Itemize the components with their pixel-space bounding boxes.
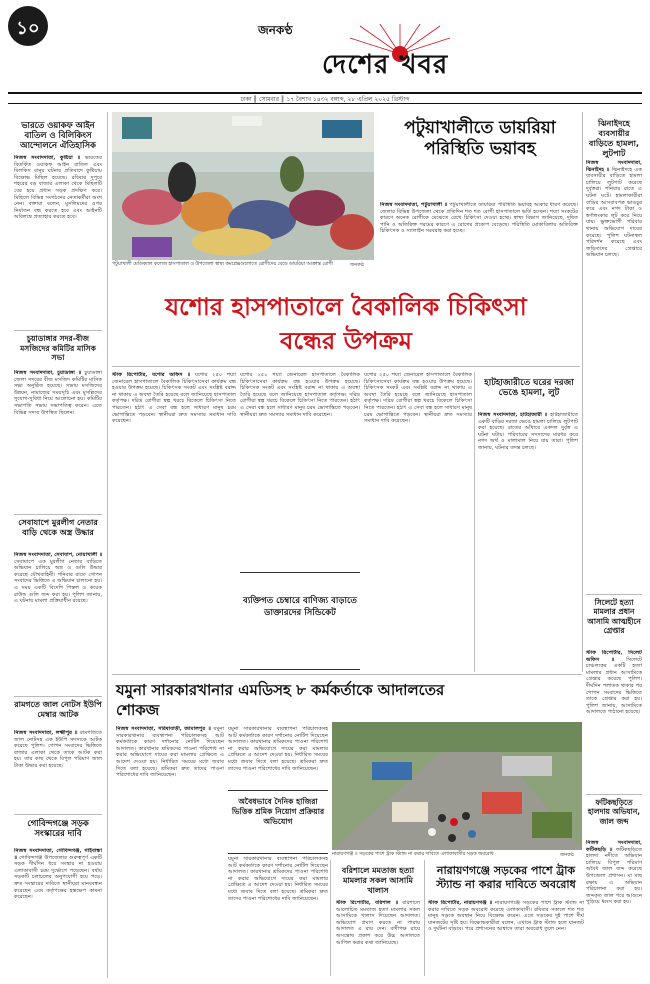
column-divider xyxy=(474,372,475,672)
jamuna-text-col3: যমুনা সারকারখানার ব্যবস্থাপনা পরিচালকসহ আট কর্মকর্তাকে কারণ দর্শানোর নোটিশ দিয়েছেন আদালত। কারখানার শ্রমিকদের পাওনা পরিশোধ না করার অভিযোগে দায়ের করা মামলার প্রেক্ষিতে এ আদেশ দেওয়া হয়। নির্ধারিত সময়ের মধ্যে জবাব দিতে বলা হয়েছে। শ্রমিকরা দ্রুত তাদের পাওনা পরিশোধের দাবি জানিয়েছেন। xyxy=(228,856,328,902)
jessore-headline-box xyxy=(112,284,580,362)
sebayatan-text: সেবাযাপে এক মুরলীগ নেতার বাড়িতে অভিযান চালিয়ে অস্ত্র ও গুলি উদ্ধার করেছে যৌথবাহিনী। শনিবার রাতে গোপন সংবাদের ভিত্তিতে এ অভিযান চালানো হয়। এ সময় একটি বিদেশি পিস্তল ও কয়েক রাউন্ড গুলি জব্দ করা হয়। পুলিশ জানায়, এ ঘটনায় মামলা প্রক্রিয়াধীন রয়েছে। xyxy=(14,558,102,605)
barishal-byline: স্টাফ রিপোর্টার, বরিশাল ॥ xyxy=(336,900,399,906)
sylhet-text: সিলেটে চাঞ্চল্যকর একটি হত্যা মামলার প্রধান আসামিকে গ্রেপ্তার করেছে পুলিশ। দীর্ঘদিন পলাতক থাকার পর গোপন সংবাদের ভিত্তিতে তাকে গ্রেপ্তার করা হয়। পুলিশ জানায়, আসামিকে আদালতে পাঠানো হয়েছে। xyxy=(586,656,642,716)
divider xyxy=(112,366,580,367)
jessore-pull-quote-box xyxy=(240,572,360,670)
section-title: দেশের খবর xyxy=(322,50,449,80)
jessore-body-col2 xyxy=(240,372,360,568)
divider xyxy=(586,594,642,595)
fatikchhari-headline: ফটিকছড়িতে হালদায় অভিযান, জাল জব্দ xyxy=(587,798,641,826)
hathazari-byline: নিজস্ব সংবাদদাতা, হাটহাজারী ॥ xyxy=(478,412,548,418)
newspaper-logo: জনকণ্ঠ xyxy=(258,23,293,37)
gobindaganj-byline: নিজস্ব সংবাদদাতা, গোবিন্দগঞ্জ, গাইবান্ধা ॥ xyxy=(14,848,102,861)
ramgati-byline: নিজস্ব সংবাদদাতা, লক্ষ্মীপুর ॥ xyxy=(14,730,78,736)
patuakhali-text: পটুয়াখালীতে ডায়রিয়া পরিস্থিতি ভয়াবহ আকার ধারণ করেছে। জেলার বিভিন্ন উপজেলা থেকে প্রতিদিন শত শত রোগী হাসপাতালে ভর্তি হচ্ছেন। শয্যা সংকটের কারণে অনেক রোগীকে মেঝেতে রেখে চিকিৎসা দেওয়া হচ্ছে। স্বাস্থ্য বিভাগ জানিয়েছে, দূষিত পানি ও অতিরিক্ত গরমের কারণে এ রোগের প্রকোপ বেড়েছে। পরিস্থিতি মোকাবিলায় অতিরিক্ত চিকিৎসক ও স্যালাইন সরবরাহ করা হচ্ছে। xyxy=(380,202,578,235)
jessore-text-col3: যশোর ২৫০ শয্যা জেনারেল হাসপাতালে বৈকালিক চিকিৎসাসেবা কার্যক্রম বন্ধ হওয়ার উপক্রম হয়েছে। চিকিৎসক সংকট এবং সংশ্লিষ্ট বরাদ্দ না থাকায় এ অবস্থা তৈরি হয়েছে বলে জানিয়েছে হাসপাতাল কর্তৃপক্ষ। দরিদ্র রোগীরা স্বল্প খরচে বিকেলে চিকিৎসা নিতে পারতেন। হঠাৎ এ সেবা বন্ধ হলে সাধারণ মানুষ চরম ভোগান্তিতে পড়বেন। স্থানীয়রা দ্রুত সমস্যার সমাধান দাবি করেছেন। xyxy=(364,372,472,425)
india-wakf-headline: ভারতে ওয়াকফ আইন বাতিল ও বিলিকিংস আন্দোলনে ঐতিহাসিক xyxy=(20,120,96,150)
narayanganj-body xyxy=(428,900,584,976)
narayanganj-byline: স্টাফ রিপোর্টার, নারায়ণগঞ্জ ॥ xyxy=(428,900,493,906)
ramgati-text: রামগতিতে জাল নোটসহ এক ইউপি সদস্যকে আটক করেছে পুলিশ। গোপন সংবাদের ভিত্তিতে বাজার এলাকা থেকে তাকে আটক করা হয়। তার কাছ থেকে বিপুল পরিমাণ জাল টাকা উদ্ধার করা হয়েছে। xyxy=(14,730,102,769)
ramgati-headline: রামগতে জাল নোটস ইউপি মেম্বার আটক xyxy=(14,700,102,719)
jhenaidah-text: ঝিনাইদহে এক ব্যবসায়ীর বাড়িতে হামলা চালিয়ে লুটপাট করেছে দুর্বৃত্তরা। শনিবার রাতে এ ঘটনা ঘটে। হামলাকারীরা বাড়ির আসবাবপত্র ভাঙচুর করে এবং নগদ টাকা ও স্বর্ণালংকার লুট করে নিয়ে যায়। ভুক্তভোগী পরিবার থানায় অভিযোগ দায়ের করেছে। পুলিশ ঘটনাস্থল পরিদর্শন করেছে এবং জড়িতদের গ্রেপ্তারে অভিযান চলছে। xyxy=(586,166,642,259)
road-photo-credit: জনকণ্ঠ xyxy=(560,853,574,858)
column-divider xyxy=(107,112,108,978)
jhenaidah-body xyxy=(586,160,642,590)
column-divider xyxy=(424,860,425,976)
jessore-headline: যশোর হাসপাতালে বৈকালিক চিকিৎসা বন্ধের উপক্রম xyxy=(165,293,527,355)
page-number: ১০ xyxy=(16,18,40,39)
jamuna-body xyxy=(116,726,224,976)
divider xyxy=(112,674,582,675)
jessore-text: যশোর ২৫০ শয্যা জেনারেল হাসপাতালে বৈকালিক চিকিৎসাসেবা কার্যক্রম বন্ধ হওয়ার উপক্রম হয়েছে। চিকিৎসক সংকট এবং সংশ্লিষ্ট বরাদ্দ না থাকায় এ অবস্থা তৈরি হয়েছে বলে জানিয়েছে হাসপাতাল কর্তৃপক্ষ। দরিদ্র রোগীরা স্বল্প খরচে বিকেলে চিকিৎসা নিতে পারতেন। হঠাৎ এ সেবা বন্ধ হলে সাধারণ মানুষ চরম ভোগান্তিতে পড়বেন। স্থানীয়রা দ্রুত সমস্যার সমাধান দাবি করেছেন। xyxy=(112,372,236,425)
chuadanga-text: চুয়াডাঙ্গা জেলা সদরের বীজ মসজিদ কমিটির মাসিক সভা অনুষ্ঠিত হয়েছে। সভায় মসজিদের উন্নয়ন, নামাজের সময়সূচি এবং মুসল্লিদের সুযোগ-সুবিধা নিয়ে আলোচনা হয়। কমিটির সভাপতি সভায় সভাপতিত্ব করেন। এতে বিভিন্ন সদস্য উপস্থিত ছিলেন। xyxy=(14,370,102,416)
column-divider xyxy=(582,112,583,672)
jessore-body-col3 xyxy=(364,372,472,672)
jamuna-body-col2 xyxy=(228,726,328,786)
fatikchhari-text: ফটিকছড়িতে হালদা নদীতে অভিযান চালিয়ে বিপুল পরিমাণ অবৈধ জাল জব্দ করেছে উপজেলা প্রশাসন। মা মাছ রক্ষায় এ অভিযান পরিচালনা করা হয়। জব্দকৃত জাল পরে আগুনে পুড়িয়ে ধ্বংস করা হয়। xyxy=(586,846,642,906)
jhenaidah-headline: ঝিনাইদহে ব্যবসায়ীর বাড়িতে হামলা, লুটপাট xyxy=(588,118,640,158)
jessore-pull-quote: ব্যক্তিগত চেম্বারে বাণিজ্য বাড়াতে ডাক্তারদের সিন্ডিকেট xyxy=(243,596,357,618)
hospital-photo-credit: জনকণ্ঠ xyxy=(350,263,364,268)
divider xyxy=(14,814,102,815)
narayanganj-text: নারায়ণগঞ্জে সড়কের পাশে ট্রাক স্ট্যান্ড না করার দাবিতে সড়ক অবরোধ করেছে এলাকাবাসী। রবিবার সকালে শত শত মানুষ সড়কে অবস্থান নিয়ে বিক্ষোভ করেন। এতে সড়কের দুই পাশে দীর্ঘ যানজটের সৃষ্টি হয়। বিক্ষোভকারীরা বলেন, এখানে ট্রাক স্ট্যান্ড হলে যানজট ও দুর্ঘটনা বাড়বে। পরে প্রশাসনের আশ্বাসে তারা অবরোধ তুলে নেন। xyxy=(428,900,584,933)
sebayatan-headline: সেবাযাপে মুরলীগ নেতার বাড়ি থেকে অস্ত্র উদ্ধার xyxy=(18,518,98,537)
jamuna-subheadline: অবৈধভাবে দৈনিক হাজিরা ভিত্তিক শ্রমিক নিয়োগ প্রক্রিয়ার অভিযোগ xyxy=(231,797,325,826)
fatikchhari-byline: নিজস্ব সংবাদদাতা, ফটিকছড়ি ॥ xyxy=(586,840,642,853)
header-rule-2 xyxy=(8,103,642,104)
road-blockade-photo xyxy=(332,722,582,850)
india-wakf-byline: নিজস্ব সংবাদদাতা, কুষ্টিয়া ॥ xyxy=(14,155,81,161)
divider xyxy=(14,330,102,331)
jamuna-headline: যমুনা সারকারখানার এমডিসহ ৮ কর্মকর্তাকে আদালতের শোকজ xyxy=(116,681,445,719)
jessore-byline: স্টাফ রিপোর্টার, যশোর অফিস ॥ xyxy=(112,372,191,378)
patuakhali-byline: নিজস্ব সংবাদদাতা, পটুয়াখালী ॥ xyxy=(380,202,448,208)
chuadanga-body xyxy=(14,370,102,510)
patuakhali-headline xyxy=(380,118,580,160)
divider xyxy=(14,696,102,697)
chuadanga-byline: নিজস্ব সংবাদদাতা, চুয়াডাঙ্গা ॥ xyxy=(14,370,82,376)
divider xyxy=(586,794,642,795)
column-divider xyxy=(330,860,331,976)
fatikchhari-body xyxy=(586,840,642,976)
divider xyxy=(14,514,102,515)
sebayatan-byline: নিজস্ব সংবাদদাতা, সেবাযাপ, নোয়াখালী ॥ xyxy=(14,552,102,558)
india-wakf-text: ভারতের বিতর্কিত ওয়াকফ আইন বাতিল এবং বিলকিস বানুর ঘটনার প্রতিবাদে কুষ্টিয়ায় বিক্ষোভ মিছিল হয়েছে। রবিবার দুপুরে শহরের বড় বাজার এলাকা থেকে মিছিলটি বের হয়ে প্রধান সড়ক প্রদক্ষিণ করে। মিছিলে বিভিন্ন সংগঠনের নেতাকর্মীরা অংশ নেন। বক্তারা বলেন, মুসলিমদের ওপর নির্যাতন বন্ধ করতে হবে এবং আইনটি অবিলম্বে প্রত্যাহার করতে হবে। xyxy=(14,155,102,221)
ramgati-body xyxy=(14,730,102,810)
chuadanga-headline: চুয়াডাঙ্গার সদর-বীজ মসজিদের কমিটির মাসিক সভা xyxy=(20,334,96,362)
jamuna-subhead-box xyxy=(228,790,328,854)
gobindaganj-text: গোবিন্দগঞ্জ উপজেলার গুরুত্বপূর্ণ একটি সড়ক দীর্ঘদিন ধরে সংস্কার না হওয়ায় এলাকাবাসী চরম দুর্ভোগে পড়েছেন। বর্ষায় সড়কটি চলাচলের অনুপযোগী হয়ে পড়ে। দ্রুত সংস্কারের দাবিতে স্থানীয়রা মানববন্ধন করেছেন এবং কর্তৃপক্ষের হস্তক্ষেপ কামনা করেছেন। xyxy=(14,854,102,901)
sylhet-byline: স্টাফ রিপোর্টার, সিলেট অফিস ॥ xyxy=(586,650,642,663)
jamuna-text-col2: যমুনা সারকারখানার ব্যবস্থাপনা পরিচালকসহ আট কর্মকর্তাকে কারণ দর্শানোর নোটিশ দিয়েছেন আদালত। কারখানার শ্রমিকদের পাওনা পরিশোধ না করার অভিযোগে দায়ের করা মামলার প্রেক্ষিতে এ আদেশ দেওয়া হয়। নির্ধারিত সময়ের মধ্যে জবাব দিতে বলা হয়েছে। শ্রমিকরা দ্রুত তাদের পাওনা পরিশোধের দাবি জানিয়েছেন। xyxy=(228,726,328,772)
narayanganj-headline: নারায়ণগঞ্জে সড়কের পাশে ট্রাক স্ট্যান্ড না করার দাবিতে অবরোধ xyxy=(436,864,576,891)
hospital-photo-caption: পটুয়াখালী মেডিক্যাল কলেজ হাসপাতাল ও উপজেলা স্বাস্থ্য কমপ্লেক্সগুলোতে রোগীদের বেড়ে ডায়রিয়া আক্রান্ত রোগী xyxy=(112,262,333,267)
dateline: ঢাকা ║ সোমবার ║ ১৭ বৈশাখ ১৪৩২ বঙ্গাব্দ, ২৮ এপ্রিল ২০২৫ খ্রিস্টাব্দ xyxy=(240,96,410,103)
jessore-body xyxy=(112,372,236,672)
gobindaganj-body xyxy=(14,848,102,976)
hospital-photo xyxy=(112,112,374,260)
hathazari-body xyxy=(478,412,578,670)
jamuna-byline: নিজস্ব সংবাদদাতা, সরিষাবাড়ী, জামালপুর ॥ xyxy=(116,726,211,732)
road-photo-caption: নারায়ণগঞ্জ ॥ সড়কের পাশে ট্রাক স্ট্যান্ড না করার দাবিতে এলাকাবাসীর সড়ক অবরোধ xyxy=(332,852,494,857)
barishal-text: বরিশালে আলোচিত মমতাজ হত্যা মামলার সকল আসামিকে খালাস দিয়েছেন আদালত। অভিযোগ প্রমাণ করতে না পারায় আদালত এ রায় দেন। বাদীপক্ষ রায়ে অসন্তোষ প্রকাশ করে উচ্চ আদালতে আপিল করার কথা জানিয়েছে। xyxy=(336,900,420,946)
patuakhali-headline-text: পটুয়াখালীতে ডায়রিয়া পরিস্থিতি ভয়াবহ xyxy=(404,118,556,159)
hathazari-headline: হাটহাজারীতে ঘরের দরজা ভেঙে হামলা, লুট xyxy=(484,378,574,399)
india-wakf-body xyxy=(14,155,102,325)
sebayatan-body xyxy=(14,552,102,692)
gobindaganj-headline: গোবিন্দগঞ্জে সড়ক সংস্কারের দাবি xyxy=(27,818,89,838)
jessore-text-col2: যশোর ২৫০ শয্যা জেনারেল হাসপাতালে বৈকালিক চিকিৎসাসেবা কার্যক্রম বন্ধ হওয়ার উপক্রম হয়েছে। চিকিৎসক সংকট এবং সংশ্লিষ্ট বরাদ্দ না থাকায় এ অবস্থা তৈরি হয়েছে বলে জানিয়েছে হাসপাতাল কর্তৃপক্ষ। দরিদ্র রোগীরা স্বল্প খরচে বিকেলে চিকিৎসা নিতে পারতেন। হঠাৎ এ সেবা বন্ধ হলে সাধারণ মানুষ চরম ভোগান্তিতে পড়বেন। স্থানীয়রা দ্রুত সমস্যার সমাধান দাবি করেছেন। xyxy=(240,372,360,418)
barishal-headline: বরিশালে মমতাজ হত্যা মামলার সকল আসামি খালাস xyxy=(341,866,415,895)
jamuna-body-col3 xyxy=(228,856,328,976)
barishal-body xyxy=(336,900,420,976)
jamuna-text: যমুনা সারকারখানার ব্যবস্থাপনা পরিচালকসহ আট কর্মকর্তাকে কারণ দর্শানোর নোটিশ দিয়েছেন আদালত। কারখানার শ্রমিকদের পাওনা পরিশোধ না করার অভিযোগে দায়ের করা মামলার প্রেক্ষিতে এ আদেশ দেওয়া হয়। নির্ধারিত সময়ের মধ্যে জবাব দিতে বলা হয়েছে। শ্রমিকরা দ্রুত তাদের পাওনা পরিশোধের দাবি জানিয়েছেন। xyxy=(116,726,224,779)
sylhet-body xyxy=(586,650,642,790)
sylhet-headline: সিলেটে হত্যা মামলার প্রধান আসামি আত্মহীনে গ্রেপ্তার xyxy=(587,598,641,636)
jhenaidah-byline: নিজস্ব সংবাদদাতা, ঝিনাইদহ ॥ xyxy=(586,160,642,173)
hathazari-text: হাটহাজারীতে একটি বাড়ির দরজা ভেঙে হামলা চালিয়ে লুটপাট করা হয়েছে। রাতের আঁধারে একদল দুর্বৃত্ত এ ঘটনা ঘটায়। পরিবারের সদস্যদের মারধর করে নগদ অর্থ ও মালামাল নিয়ে যায় তারা। পুলিশ জানায়, ঘটনার তদন্ত চলছে। xyxy=(478,412,578,451)
